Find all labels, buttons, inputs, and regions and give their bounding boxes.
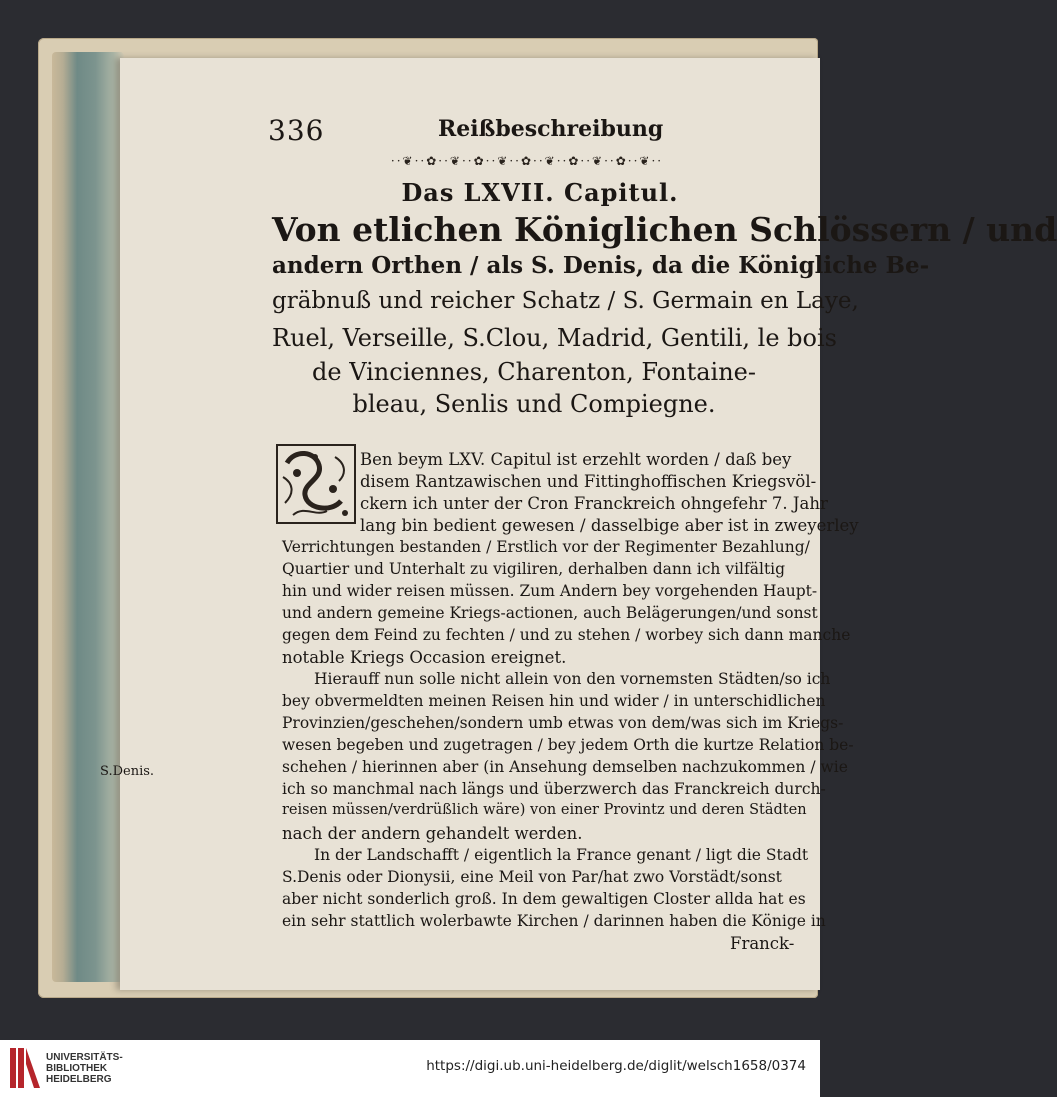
body-line: ich so manchmal nach längs und überzwerch das Franckreich durch-	[282, 780, 826, 798]
body-line: Quartier und Unterhalt zu vigiliren, derhalben dann ich vilfältig	[282, 560, 786, 578]
chapter-heading-line: bleau, Senlis und Compiegne.	[352, 390, 716, 418]
body-line: wesen begeben und zugetragen / bey jedem Orth die kurtze Relation be-	[282, 736, 854, 754]
margin-note: S.Denis.	[100, 764, 155, 779]
page-number: 336	[268, 114, 325, 147]
body-line: Ben beym LXV. Capitul ist erzehlt worden / daß bey	[360, 450, 792, 469]
body-line: ein sehr stattlich wolerbawte Kirchen / darinnen haben die Könige in	[282, 912, 826, 930]
body-line: notable Kriegs Occasion ereignet.	[282, 648, 567, 667]
library-name-line: HEIDELBERG	[46, 1074, 112, 1085]
library-name-line: BIBLIOTHEK	[46, 1063, 108, 1074]
running-head: Reißbeschreibung	[438, 116, 664, 142]
body-line: Provinzien/geschehen/sondern umb etwas von dem/was sich im Kriegs-	[282, 714, 844, 732]
body-line: bey obvermeldten meinen Reisen hin und wider / in unterschidlichen	[282, 692, 826, 710]
decorated-initial-icon	[275, 443, 357, 525]
body-line: nach der andern gehandelt werden.	[282, 824, 583, 843]
library-logo-icon	[8, 1044, 42, 1092]
catchword: Franck-	[730, 934, 795, 953]
body-line: disem Rantzawischen und Fittinghoffischen Kriegsvöl-	[360, 472, 817, 491]
body-line: Verrichtungen bestanden / Erstlich vor der Regimenter Bezahlung/	[282, 538, 810, 556]
body-line: ckern ich unter der Cron Franckreich ohngefehr 7. Jahr	[360, 494, 828, 513]
library-name-line: UNIVERSITÄTS-	[46, 1052, 123, 1063]
chapter-heading-line: Von etlichen Königlichen Schlössern / und	[272, 210, 1057, 249]
page-edges	[52, 52, 124, 982]
body-line: reisen müssen/verdrüßlich wäre) von einer Provintz und deren Städten	[282, 802, 807, 818]
body-line: gegen dem Feind zu fechten / und zu stehen / worbey sich dann manche	[282, 626, 851, 644]
body-line: hin und wider reisen müssen. Zum Andern bey vorgehenden Haupt-	[282, 582, 818, 600]
library-name	[46, 1052, 123, 1085]
permalink-url[interactable]: https://digi.ub.uni-heidelberg.de/diglit/welsch1658/0374	[426, 1058, 806, 1074]
body-line: In der Landschafft / eigentlich la France genant / ligt die Stadt	[314, 846, 809, 864]
body-line: S.Denis oder Dionysii, eine Meil von Par/hat zwo Vorstädt/sonst	[282, 868, 782, 886]
chapter-title: Das LXVII. Capitul.	[401, 178, 679, 207]
body-line: und andern gemeine Kriegs-actionen, auch Belägerungen/und sonst	[282, 604, 818, 622]
body-line: schehen / hierinnen aber (in Ansehung demselben nachzukommen / wie	[282, 758, 848, 776]
chapter-heading-line: gräbnuß und reicher Schatz / S. Germain en Laye,	[272, 288, 859, 314]
ornament-rule: ··❦··✿··❦··✿··❦··✿··❦··✿··❦··✿··❦··	[390, 154, 664, 168]
body-line: aber nicht sonderlich groß. In dem gewaltigen Closter allda hat es	[282, 890, 806, 908]
chapter-heading-line: andern Orthen / als S. Denis, da die Königliche Be-	[272, 252, 930, 279]
body-line: Hierauff nun solle nicht allein von den vornemsten Städten/so ich	[314, 670, 831, 688]
footer-bar	[0, 1040, 820, 1097]
body-line: lang bin bedient gewesen / dasselbige aber ist in zweyerley	[360, 516, 859, 535]
book-page	[120, 58, 1057, 990]
chapter-heading-line: de Vinciennes, Charenton, Fontaine-	[312, 358, 756, 386]
chapter-heading-line: Ruel, Verseille, S.Clou, Madrid, Gentili, le bois	[272, 324, 837, 352]
